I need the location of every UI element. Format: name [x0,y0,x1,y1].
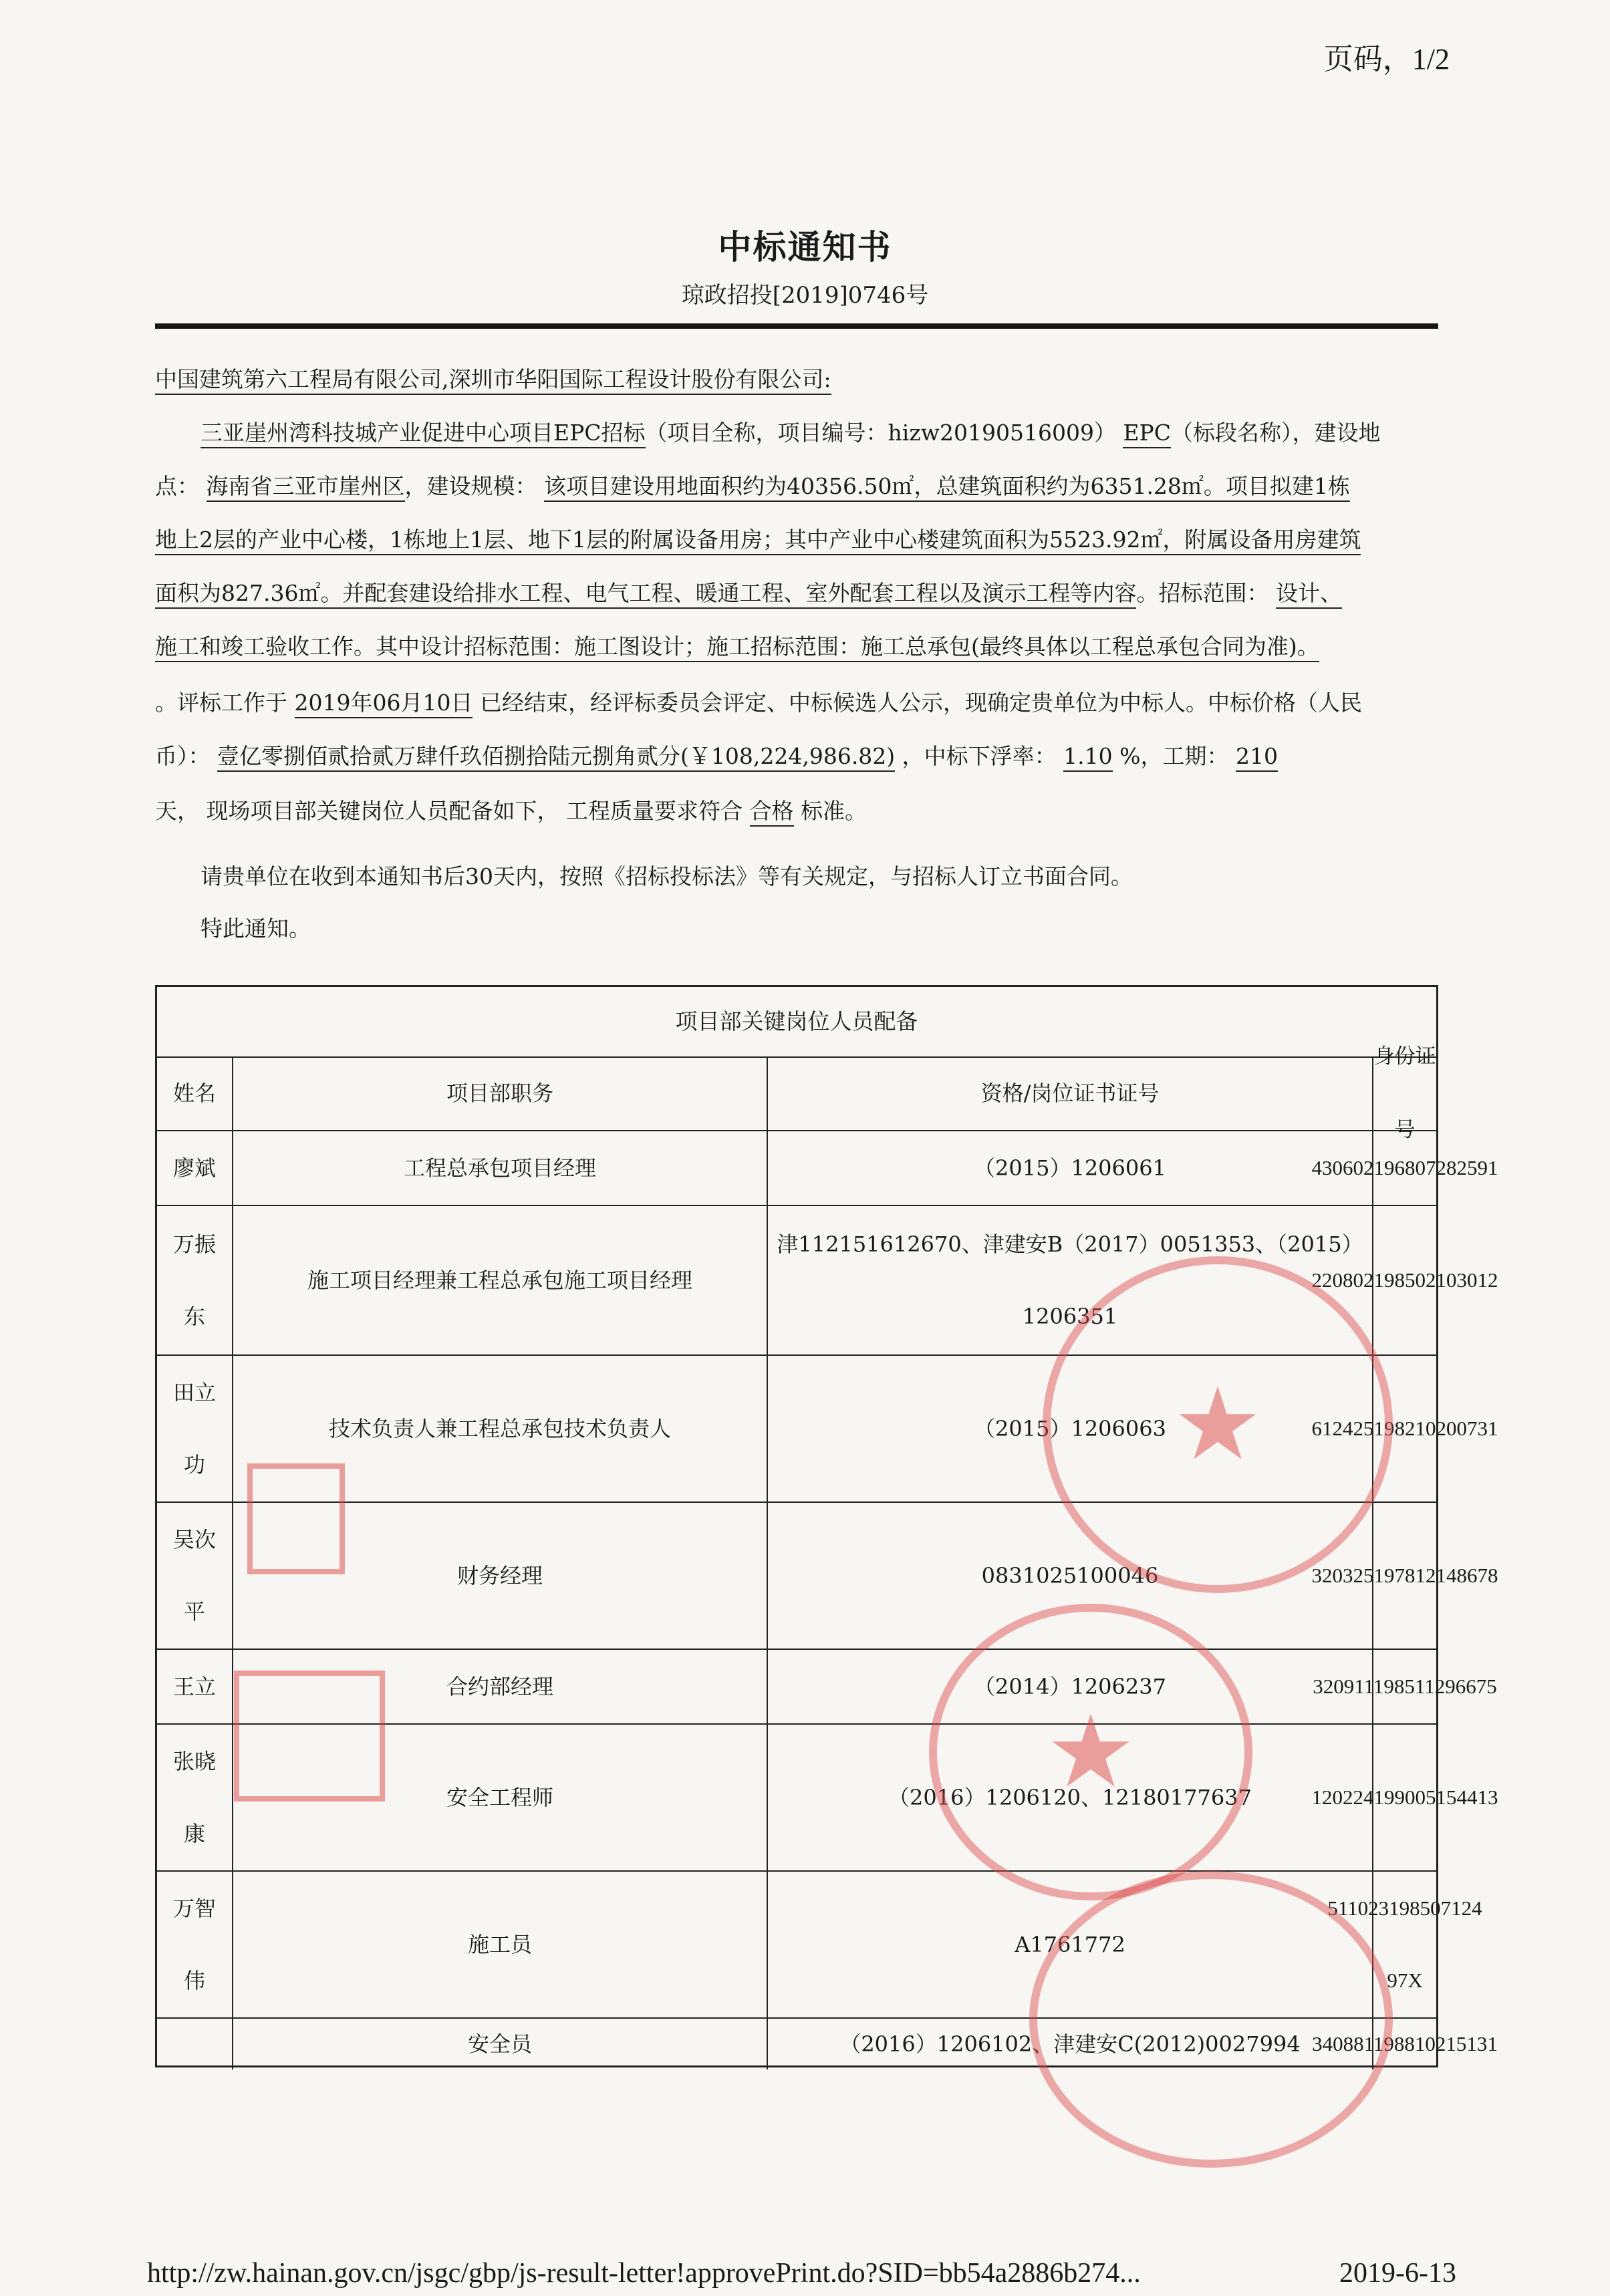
body-line-8 [155,797,1438,826]
section-name: EPC [1123,420,1171,448]
staff-role: 施工员 [233,1872,768,2017]
body-text: 。招标范围： [1136,580,1269,606]
staff-name: 吴次平 [157,1503,233,1648]
quality-requirement: 合格 [750,798,794,827]
staff-role: 安全工程师 [233,1725,768,1870]
project-code-text: （项目全称，项目编号：hizw20190516009） [645,420,1116,446]
header-role: 项目部职务 [233,1056,768,1130]
staff-role: 施工项目经理兼工程总承包施工项目经理 [233,1206,768,1354]
staff-cert: （2016）1206102、津建安C(2012)0027994 [768,2019,1373,2069]
footer-date: 2019-6-13 [1339,2258,1456,2289]
body-line-1 [200,418,1484,448]
staff-name: 田立功 [157,1356,233,1501]
recipient-line [155,365,1438,394]
construction-scale: 该项目建设用地面积约为40356.50㎡，总建筑面积约为6351.28㎡。项目拟建1栋 [544,473,1350,502]
body-text: 点： [155,473,199,499]
evaluation-date: 2019年06月10日 [295,690,473,718]
body-text: 天， [155,798,199,824]
discount-rate: 1.10 [1063,743,1112,772]
page-number: 页码，1/2 [1323,43,1450,76]
body-line-5 [155,632,1438,662]
body-text: 已经结束，经评标委员会评定、中标候选人公示，现确定贵单位为中标人。中标价格（人民 [479,690,1362,716]
body-text: 工程质量要求符合 [566,798,743,824]
staff-id: 340881198810215131 [1312,2032,1498,2055]
staff-cert: 0831025100046 [768,1503,1373,1648]
staff-id: 320325197812148678 [1311,1564,1498,1587]
staff-role: 工程总承包项目经理 [233,1131,768,1205]
body-text: 标准。 [801,798,867,824]
staff-cert: 津112151612670、津建安B（2017）0051353、（2015）1206351 [768,1206,1373,1354]
personal-seal-icon [247,1463,345,1574]
staff-id: 511023198507124​97X [1327,1896,1482,1992]
header-cert: 资格/岗位证书证号 [768,1056,1373,1130]
body-line-7 [155,742,1438,771]
staff-role: 合约部经理 [233,1650,768,1723]
project-name: 三亚崖州湾科技城产业促进中心项目EPC招标 [200,420,646,448]
table-header-row [157,1044,1436,1141]
body-line-4 [155,579,1438,608]
staff-id: 430602196807282591 [1311,1156,1498,1179]
construction-period: 210 [1236,743,1278,772]
body-text: 。评标工作于 [155,690,287,716]
staff-name: 张晓康 [157,1725,233,1870]
closing-notice: 特此通知。 [200,915,311,942]
body-text: ，中标下浮率： [902,743,1057,769]
header-id: 身份证号 [1373,1044,1436,1141]
staff-cert: （2015）1206063 [768,1356,1373,1501]
official-seal-icon [1043,1256,1393,1593]
staff-name [157,2019,233,2069]
staff-name: 万振东 [157,1206,233,1354]
personal-seal-icon [234,1671,385,1802]
staff-id: 220802198502103012 [1311,1268,1498,1292]
bid-price: 壹亿零捌佰贰拾贰万肆仟玖佰捌拾陆元捌角贰分(￥108,224,986.82) [217,743,895,772]
body-line-3 [155,525,1438,555]
body-text: （标段名称），建设地 [1171,420,1381,446]
staff-cert: A1761772 [768,1872,1373,2017]
star-icon: ★ [1045,1694,1136,1810]
construction-location: 海南省三亚市崖州区 [207,473,405,502]
staff-name: 万智伟 [157,1872,233,2017]
staff-role: 安全员 [233,2019,768,2069]
document-title: 中标通知书 [718,227,892,267]
recipient: 中国建筑第六工程局有限公司,深圳市华阳国际工程设计股份有限公司: [155,366,831,395]
body-line-2 [155,472,1438,501]
staff-role: 财务经理 [233,1503,768,1648]
body-text: 币）： [155,743,211,769]
body-text: 现场项目部关键岗位人员配备如下， [206,798,559,824]
staff-id: 320911198511296675 [1313,1675,1497,1698]
body-line-6 [155,688,1438,718]
tender-scope-cont: 施工和竣工验收工作。其中设计招标范围：施工图设计；施工招标范围：施工总承包(最终具体以工程总承包合同为准)。 [155,633,1319,662]
body-text: %，工期： [1119,743,1229,769]
official-seal-icon [1029,1871,1393,2168]
staff-name: 廖斌 [157,1131,233,1205]
official-seal-icon [929,1604,1252,1900]
header-name: 姓名 [157,1056,233,1130]
table-row [157,1131,1498,1206]
construction-scale-cont: 面积为827.36㎡。并配套建设给排水工程、电气工程、暖通工程、室外配套工程以及演示工程等内容 [155,580,1136,609]
star-icon: ★ [1172,1367,1263,1483]
staff-id: 120224199005154413 [1311,1785,1498,1809]
footer-url: http://zw.hainan.gov.cn/jsgc/gbp/js-result-letter!approvePrint.do?SID=bb54a2886b274... [147,2258,1141,2289]
body-text: ，建设规模： [404,473,537,499]
staff-role: 技术负责人兼工程总承包技术负责人 [233,1356,768,1501]
staff-cert: （2016）1206120、12180177637 [768,1725,1373,1870]
staff-id: 612425198210200731 [1311,1417,1498,1440]
table-caption: 项目部关键岗位人员配备 [157,987,1436,1058]
document-number: 琼政招投[2019]0746号 [681,282,929,309]
tender-scope: 设计、 [1276,580,1342,609]
contract-notice: 请贵单位在收到本通知书后30天内，按照《招标投标法》等有关规定，与招标人订立书面合同。 [200,863,1133,889]
staff-cert: （2014）1206237 [768,1650,1373,1723]
staff-name: 王立 [157,1650,233,1723]
title-divider [155,323,1438,329]
construction-scale-cont: 地上2层的产业中心楼，1栋地上1层、地下1层的附属设备用房；其中产业中心楼建筑面积为5523.92㎡，附属设备用房建筑 [155,527,1361,555]
staff-cert: （2015）1206061 [768,1131,1373,1205]
